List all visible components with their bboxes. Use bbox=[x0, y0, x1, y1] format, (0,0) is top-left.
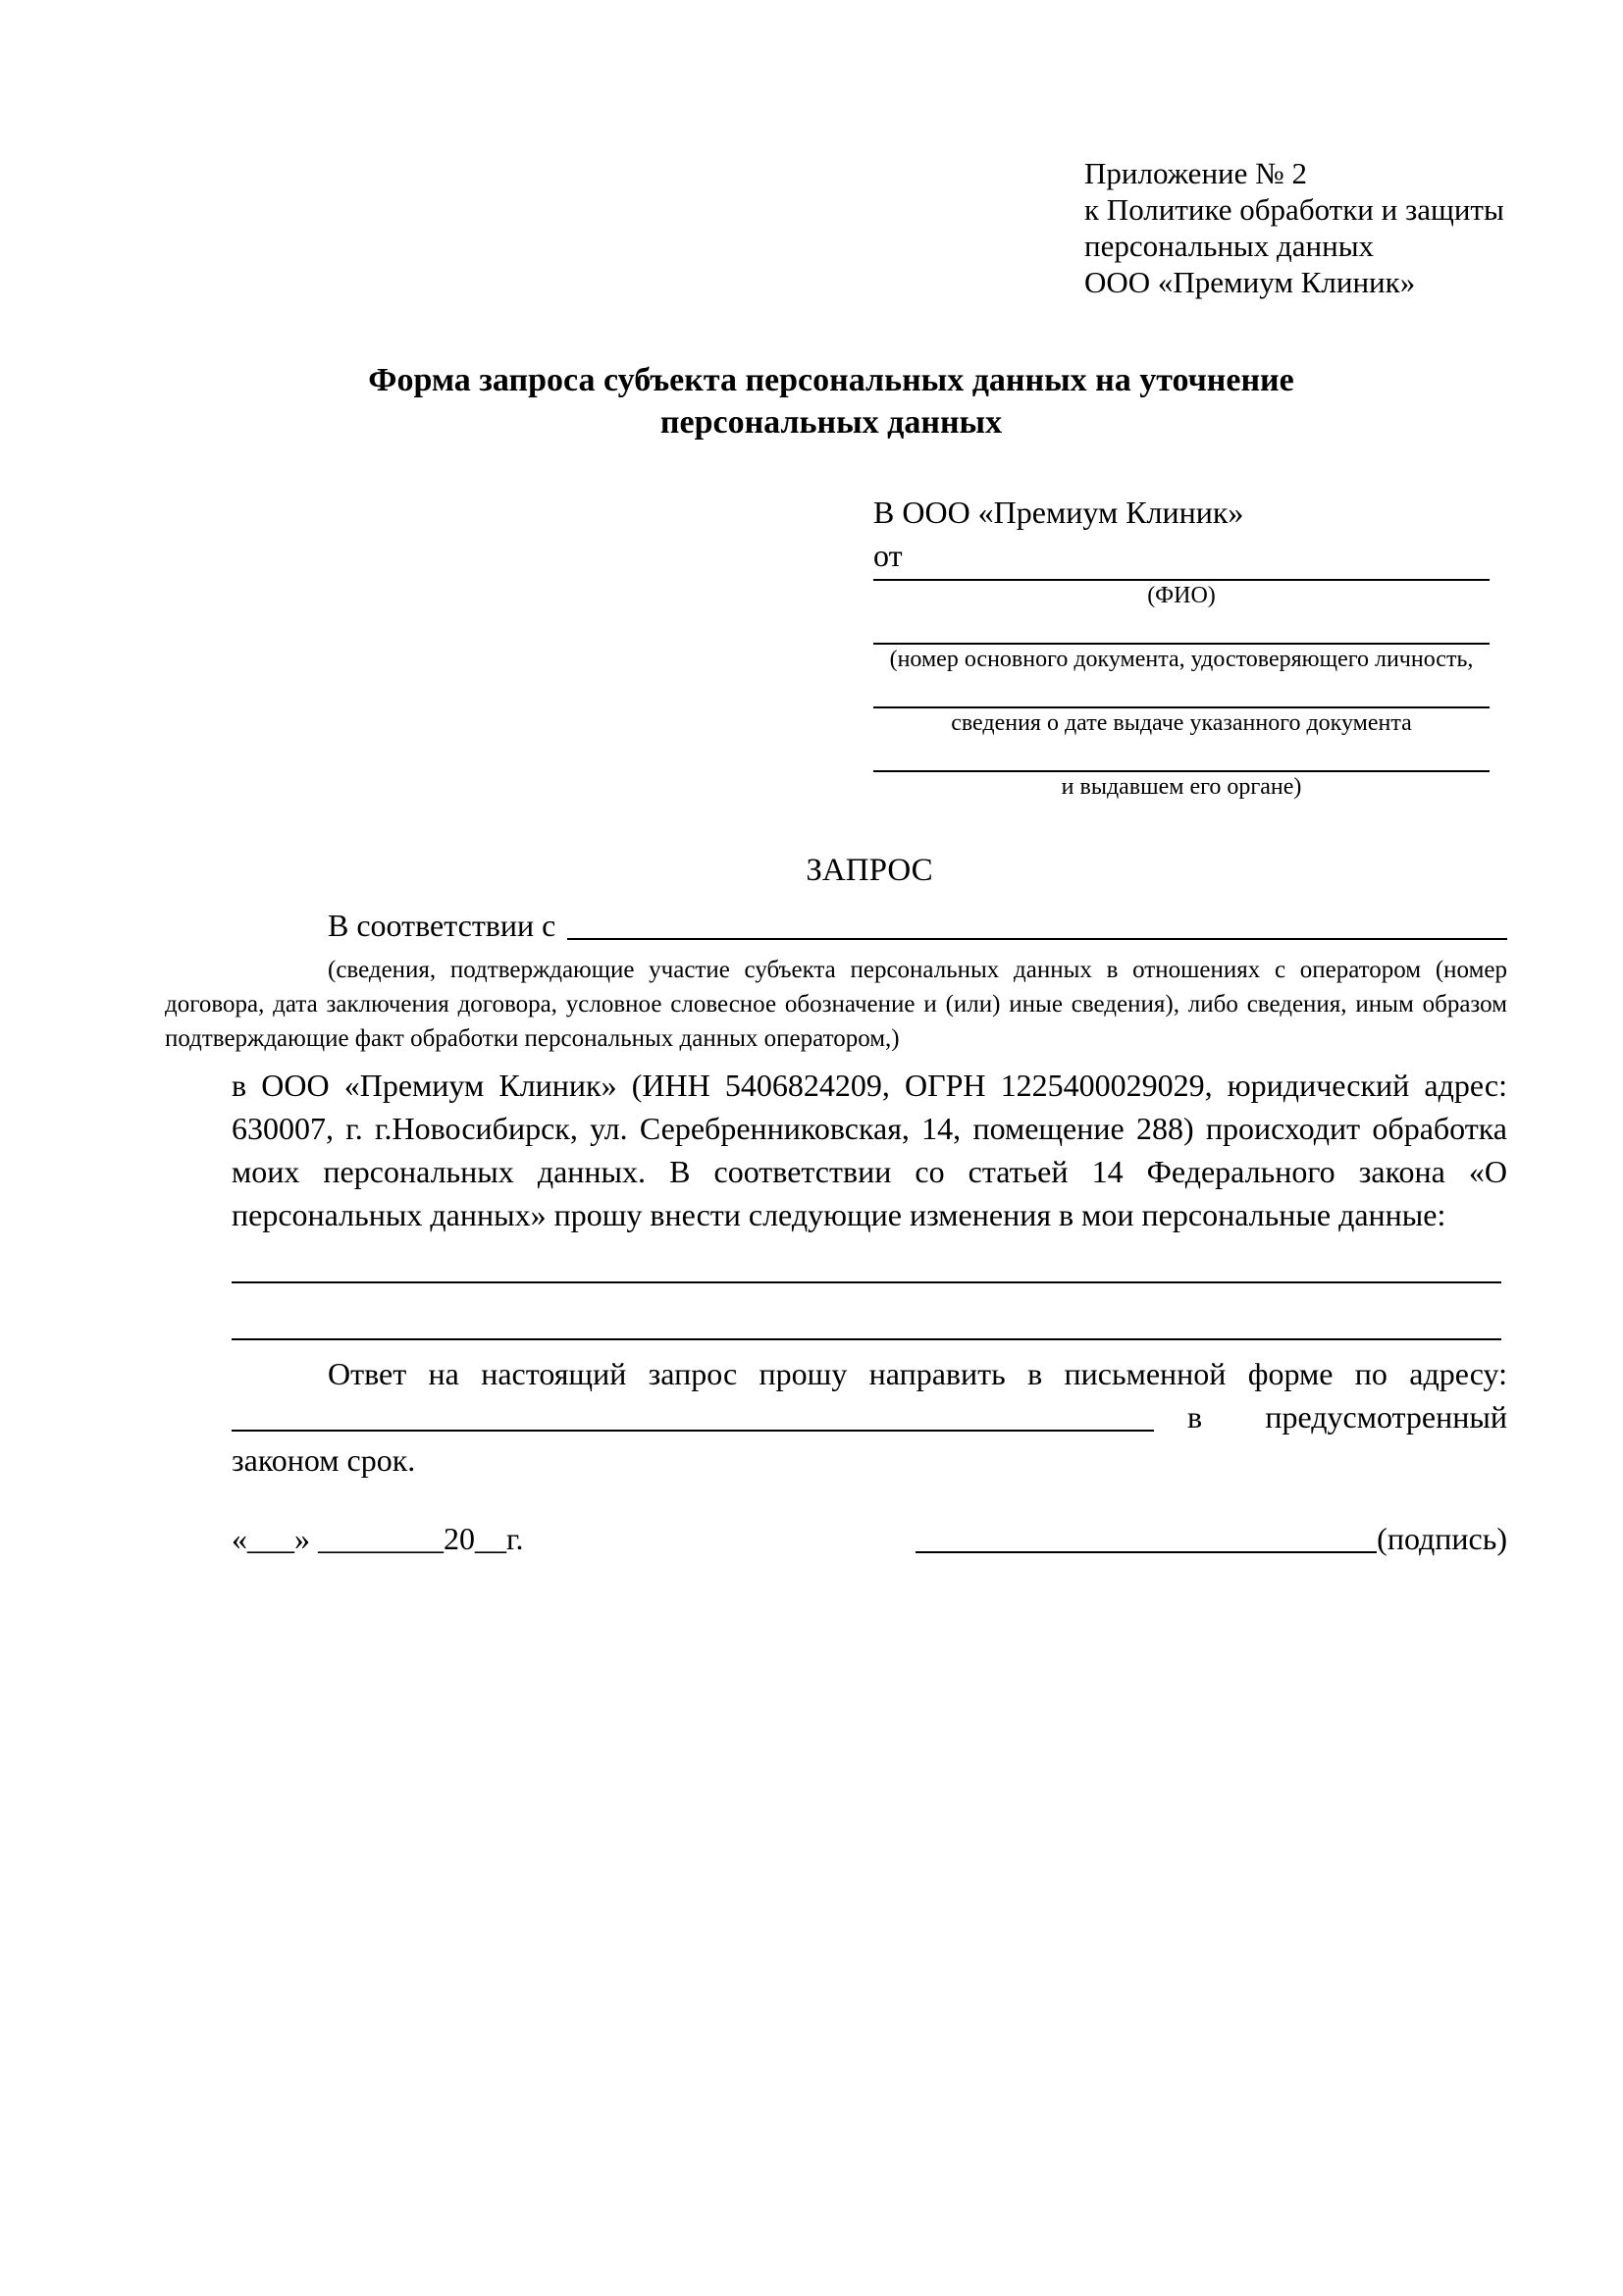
relation-basis-label: В соответствии с bbox=[328, 908, 556, 943]
fio-field bbox=[873, 579, 1490, 610]
reply-address-row bbox=[232, 1395, 1507, 1438]
addressee-to: В ООО «Премиум Клиник» bbox=[873, 495, 1244, 530]
issuing-authority-field bbox=[873, 770, 1490, 802]
id-document-field-caption: (номер основного документа, удостоверяющего личность, bbox=[889, 647, 1474, 672]
explanatory-note: (сведения, подтверждающие участие субъекта персональных данных в отношениях с оператором (номер договора, дата заключения договора, условное словесное обозначение и (или) иные сведения), либо сведения, иным образом подтверждающие факт обработки персональных данных оператором,) bbox=[165, 957, 1507, 1052]
issue-date-field bbox=[873, 706, 1490, 738]
addressee-block bbox=[873, 491, 1490, 802]
date-blank-text: «___» ________20__г. bbox=[232, 1521, 524, 1556]
reply-end-text: законом срок. bbox=[232, 1442, 416, 1478]
relation-basis-fill-line bbox=[567, 938, 1507, 940]
signature-caption: (подпись) bbox=[1377, 1521, 1507, 1556]
issue-date-field-caption: сведения о дате выдаче указанного документа bbox=[951, 710, 1412, 736]
id-document-field bbox=[873, 643, 1490, 674]
annex-block bbox=[1084, 155, 1564, 300]
annex-line: к Политике обработки и защиты bbox=[1084, 192, 1504, 227]
changes-blank-line-1 bbox=[232, 1281, 1501, 1283]
request-body: в ООО «Премиум Клиник» (ИНН 5406824209, ОГРН 1225400029029, юридический адрес: 630007, г. г.Новосибирск, ул. Серебренниковская, 14, помещение 288) происходит обработка моих персональных данных. В соответствии со статьей 14 Федерального закона «О персональных данных» прошу внести следующие изменения в мои персональные данные: bbox=[232, 1068, 1507, 1232]
signature-line bbox=[916, 1551, 1377, 1553]
reply-address-fill-line bbox=[232, 1430, 1154, 1432]
reply-tail-word-1: в bbox=[1187, 1399, 1203, 1435]
reply-address-paragraph: Ответ на настоящий запрос прошу направить в письменной форме по адресу: bbox=[328, 1356, 1507, 1391]
form-title: Форма запроса субъекта персональных данных на уточнение персональных данных bbox=[368, 362, 1294, 441]
request-heading: ЗАПРОС bbox=[806, 853, 933, 888]
annex-line: ООО «Премиум Клиник» bbox=[1084, 265, 1416, 299]
addressee-from-label: от bbox=[873, 538, 903, 573]
fio-field-caption: (ФИО) bbox=[1147, 583, 1216, 608]
reply-tail-word-2: предусмотренный bbox=[1265, 1399, 1507, 1435]
annex-line: Приложение № 2 bbox=[1084, 156, 1307, 190]
changes-blank-line-2 bbox=[232, 1338, 1501, 1340]
signature-area bbox=[916, 1517, 1507, 1560]
relation-basis-row bbox=[328, 904, 1507, 947]
annex-line: персональных данных bbox=[1084, 229, 1375, 263]
footer-row bbox=[232, 1517, 1507, 1560]
issuing-authority-field-caption: и выдавшем его органе) bbox=[1061, 774, 1302, 800]
